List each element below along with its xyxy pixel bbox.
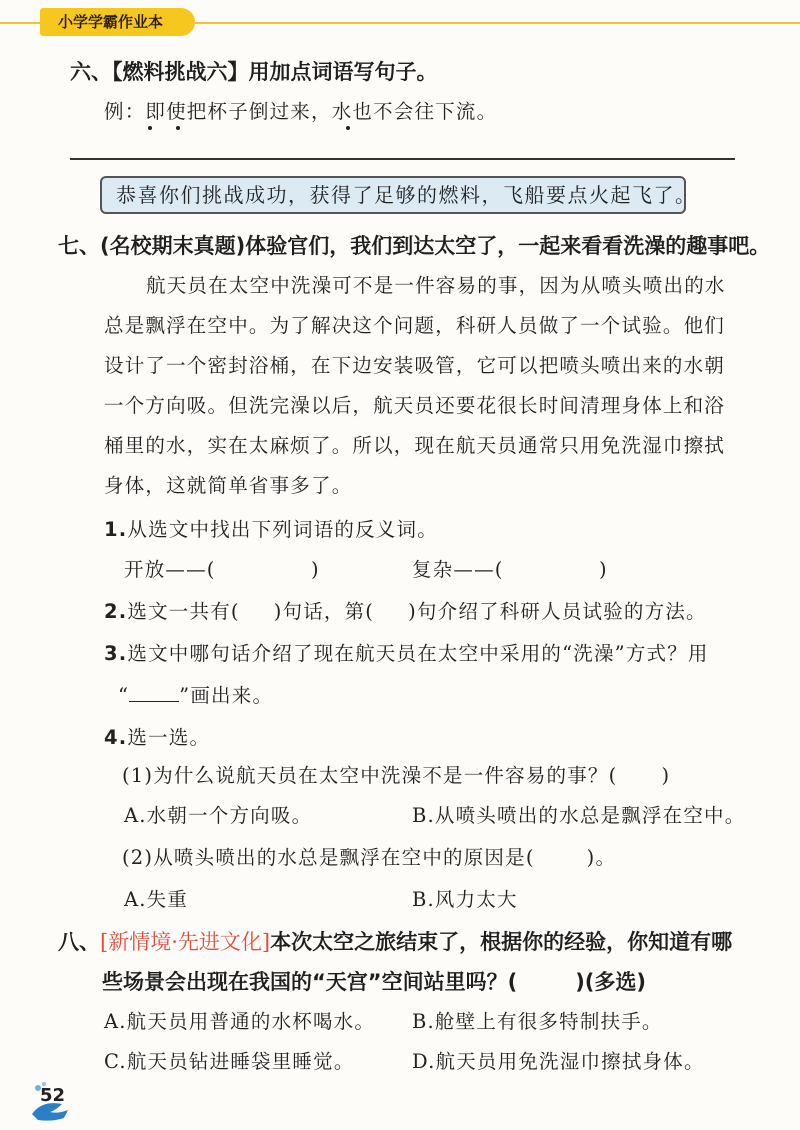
banner-text: 恭喜你们挑战成功，获得了足够的燃料，飞船要点火起飞了。 [116,183,697,207]
q3-quote-close: ”画出来。 [179,684,274,707]
section8-option-a[interactable]: A.航天员用普通的水杯喝水。 [104,1010,376,1033]
page-number: 52 [40,1085,66,1106]
section6-instruction: 用加点词语写句子。 [248,60,438,84]
section8-tag-close: ] [261,930,271,954]
passage-line: 桶里的水，实在太麻烦了。所以，现在航天员通常只用免洗湿巾擦拭 [104,434,726,457]
q4-sub2-text: (2)从喷头喷出的水总是飘浮在空中的原因是( [122,846,535,869]
q3-num: 3. [104,642,128,665]
q4-sub2-option-b[interactable]: B.风力太大 [412,888,518,911]
q1-num: 1. [104,518,128,541]
q4-sub1-option-a[interactable]: A.水朝一个方向吸。 [124,804,313,827]
passage-line: 设计了一个密封浴桶，在下边安装吸管，它可以把喷头喷出来的水朝 [104,354,726,377]
q2-num: 2. [104,600,128,623]
section8-tag-open: [ [100,930,109,954]
section6-num: 六、 [70,60,112,84]
passage-line: 总是飘浮在空中。为了解决这个问题，科研人员做了一个试验。他们 [104,314,726,337]
q1-item-a-label: 开放——( [124,558,216,581]
q3-underline-sample [129,687,179,702]
q4-sub2-close: )。 [586,846,617,869]
section8-heading-line2 [102,966,646,996]
section8-instruction-2a: 些场景会出现在我国的“天宫”空间站里吗？( [102,970,518,994]
example-label: 例： [104,100,146,123]
q4-num: 4. [104,726,128,749]
emphasis-dot [176,126,180,130]
passage-line: 航天员在太空中洗澡可不是一件容易的事，因为从喷头喷出的水 [146,274,726,297]
emphasis-dot [346,126,350,130]
q4-sub1 [122,760,670,788]
section6-tag: 【燃料挑战六】 [112,60,249,84]
section8-num: 八、 [58,930,100,954]
q4-sub1-text: (1)为什么说航天员在太空中洗澡不是一件容易的事？( [122,764,618,787]
section7-heading [58,230,770,260]
q3-line2 [118,680,273,708]
emphasis-dot [148,126,152,130]
section8-tag: 新情境·先进文化 [108,930,262,954]
section8-instruction-2b: )(多选) [575,970,646,994]
q4-sub1-option-b[interactable]: B.从喷头喷出的水总是飘浮在空中。 [412,804,746,827]
section8-option-b[interactable]: B.舱壁上有很多特制扶手。 [412,1010,663,1033]
example-sentence: 即使把杯子倒过来，水也不会往下流。 [145,100,498,123]
section8-option-d[interactable]: D.航天员用免洗湿巾擦拭身体。 [412,1050,705,1073]
success-banner [100,176,697,214]
passage-line: 一个方向吸。但洗完澡以后，航天员还要花很长时间清理身体上和浴 [104,394,726,417]
section6-example [104,96,497,124]
q1-close-b: ) [599,558,608,581]
q1-item-a [124,554,320,582]
q1 [104,514,438,542]
q3-line1 [104,638,709,666]
section7-tag: (名校期末真题) [100,234,246,258]
q4-sub2-option-a[interactable]: A.失重 [124,888,189,911]
section8-option-c[interactable]: C.航天员钻进睡袋里睡觉。 [104,1050,355,1073]
q1-text: 从选文中找出下列词语的反义词。 [127,518,438,541]
q2-text-c: )句介绍了科研人员试验的方法。 [408,600,707,623]
q4 [104,722,210,750]
book-title-tab [40,8,195,36]
q3-quote-open: “ [118,684,130,707]
q3-text: 选文中哪句话介绍了现在航天员在太空中采用的“洗澡”方式？用 [127,642,709,665]
q4-text: 选一选。 [127,726,211,749]
answer-line[interactable] [70,158,735,160]
section6-heading [70,56,438,86]
section7-instruction: 体验官们，我们到达太空了，一起来看看洗澡的趣事吧。 [245,234,771,258]
book-title: 小学学霸作业本 [58,13,164,31]
section8-heading-line1 [58,926,732,956]
q1-item-b [412,554,608,582]
section7-num: 七、 [58,234,100,258]
q4-sub1-close: ) [661,764,671,787]
q1-item-b-label: 复杂——( [412,558,504,581]
q4-sub2 [122,842,616,870]
passage-line: 身体，这就简单省事多了。 [104,474,353,497]
section8-instruction: 本次太空之旅结束了，根据你的经验，你知道有哪 [270,930,733,954]
q2-text-a: 选文一共有( [127,600,240,623]
q2 [104,596,707,624]
q1-close-a: ) [311,558,320,581]
q2-text-b: )句话，第( [273,600,375,623]
